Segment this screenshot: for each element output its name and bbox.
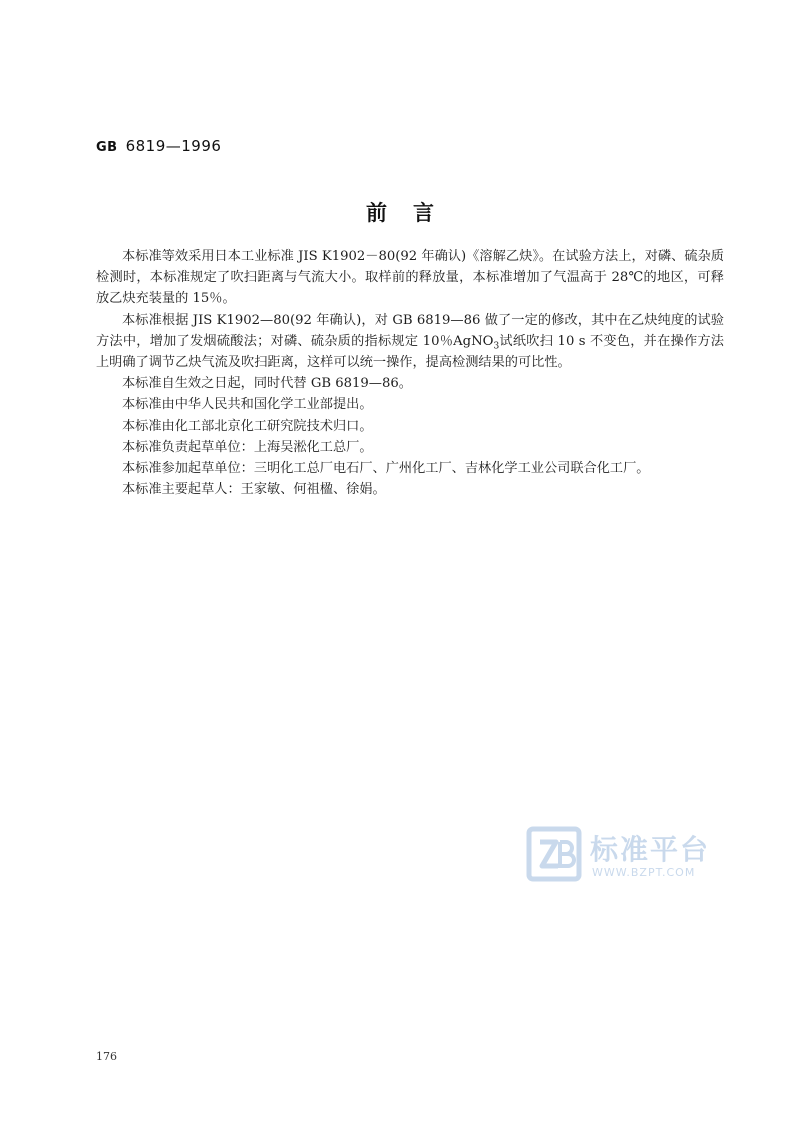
watermark-name: 标准平台 [590, 833, 711, 866]
standard-prefix: GB [96, 140, 118, 155]
paragraph-5: 本标准由化工部北京化工研究院技术归口。 [122, 418, 373, 434]
paragraph-6: 本标准负责起草单位：上海吴淞化工总厂。 [122, 439, 373, 455]
watermark [526, 826, 726, 882]
paragraph-4: 本标准由中华人民共和国化学工业部提出。 [122, 397, 373, 413]
paragraph-7: 本标准参加起草单位：三明化工总厂电石厂、广州化工厂、吉林化学工业公司联合化工厂。 [122, 461, 650, 477]
paragraph-2-subscript: 3 [493, 341, 500, 352]
page-title: 前言 [366, 201, 460, 225]
paragraph-1: 本标准等效采用日本工业标准 JIS K1902－80(92 年确认)《溶解乙炔》。在试验方法上，对磷、硫杂质检测时，本标准规定了吹扫距离与气流大小。取样前的释放量，本标准增加了气温高于 28℃的地区，可释放乙炔充装量的 15％。 [96, 249, 724, 307]
paragraph-2 [96, 310, 724, 374]
bz-logo-icon [526, 826, 582, 882]
foreword-body [96, 246, 724, 500]
paragraph-3: 本标准自生效之日起，同时代替 GB 6819—86。 [122, 376, 412, 392]
page-number: 176 [96, 1050, 117, 1063]
watermark-url: WWW.BZPT.COM [592, 866, 696, 879]
standard-code [96, 137, 221, 155]
paragraph-2-tail: 试纸吹扫 10 s 不变色，并在操作方法上明确了调节乙炔气流及吹扫距离，这样可以统一操作，提高检测结果的可比性。 [96, 333, 724, 371]
paragraph-8: 本标准主要起草人：王家敏、何祖楹、徐娟。 [122, 482, 386, 498]
paragraph-2-head: 本标准根据 JIS K1902—80(92 年确认)，对 GB 6819—86 做了一定的修改，其中在乙炔纯度的试验方法中，增加了发烟硫酸法；对磷、硫杂质的指标规定 10％AgNO [96, 312, 724, 349]
standard-number: 6819—1996 [125, 137, 222, 155]
